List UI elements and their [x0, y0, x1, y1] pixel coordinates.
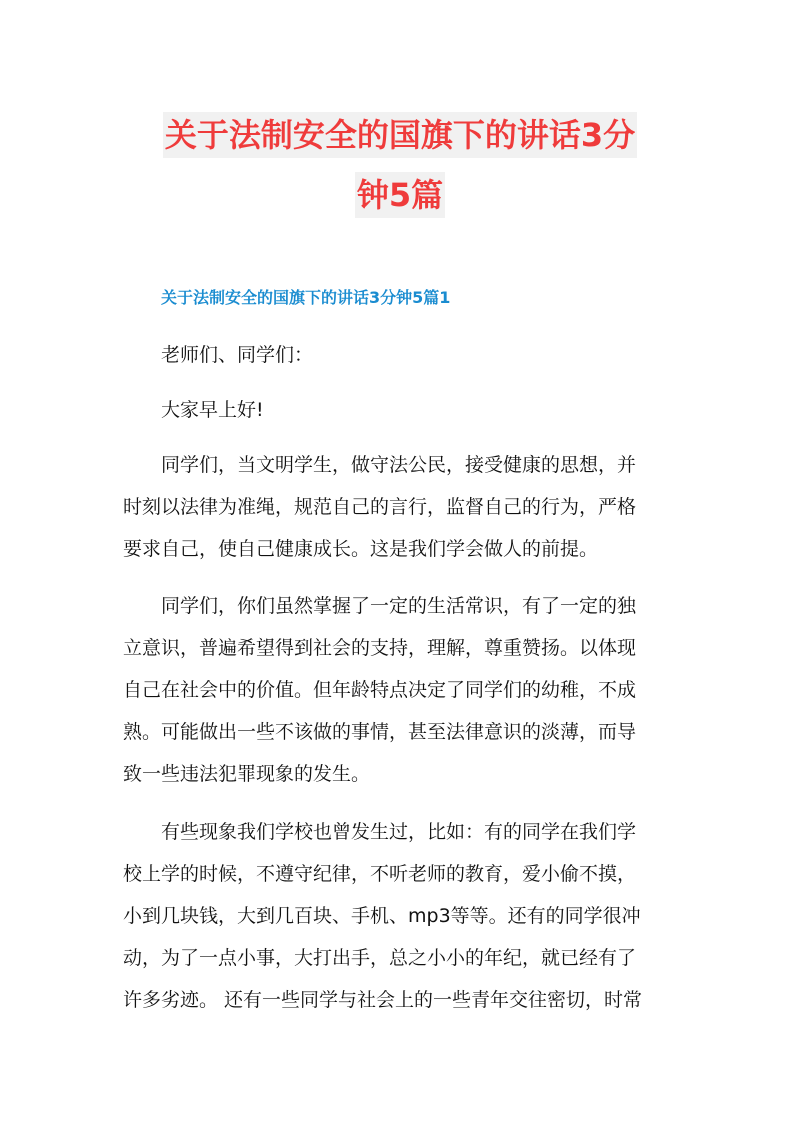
text-line: 校上学的时候，不遵守纪律，不听老师的教育，爱小偷不摸，: [123, 863, 637, 885]
paragraph-1: [123, 444, 693, 570]
text-line: 许多劣迹。 还有一些同学与社会上的一些青年交往密切，时常: [123, 989, 643, 1011]
paragraph-2: [123, 585, 693, 795]
title-text: 钟5篇: [355, 172, 445, 218]
text-line: 有些现象我们学校也曾发生过，比如：有的同学在我们学: [123, 821, 637, 843]
text-line: 要求自己，使自己健康成长。这是我们学会做人的前提。: [123, 538, 599, 560]
paragraph-3: [123, 811, 693, 1021]
text-line: 致一些违法犯罪现象的发生。: [123, 763, 371, 785]
hello: [123, 389, 693, 431]
text-line: 立意识，普遍希望得到社会的支持，理解，尊重赞扬。以体现: [123, 637, 637, 659]
title-text: 关于法制安全的国旗下的讲话3分: [163, 112, 637, 158]
document-title-line-2: [0, 170, 800, 216]
document-title-line-1: [0, 110, 800, 156]
section-heading: 关于法制安全的国旗下的讲话3分钟5篇1: [161, 288, 451, 307]
greeting: [123, 334, 693, 376]
text-line: 动，为了一点小事，大打出手，总之小小的年纪，就已经有了: [123, 947, 637, 969]
greeting-text: 老师们、同学们：: [161, 344, 314, 366]
text-line: 时刻以法律为准绳，规范自己的言行，监督自己的行为，严格: [123, 496, 637, 518]
hello-text: 大家早上好!: [161, 399, 264, 421]
text-line: 同学们，你们虽然掌握了一定的生活常识，有了一定的独: [123, 595, 637, 617]
text-line: 自己在社会中的价值。但年龄特点决定了同学们的幼稚，不成: [123, 679, 637, 701]
text-line: 小到几块钱，大到几百块、手机、mp3等等。还有的同学很冲: [123, 905, 641, 927]
text-line: 熟。可能做出一些不该做的事情，甚至法律意识的淡薄，而导: [123, 721, 637, 743]
text-line: 同学们，当文明学生，做守法公民，接受健康的思想，并: [123, 454, 637, 476]
